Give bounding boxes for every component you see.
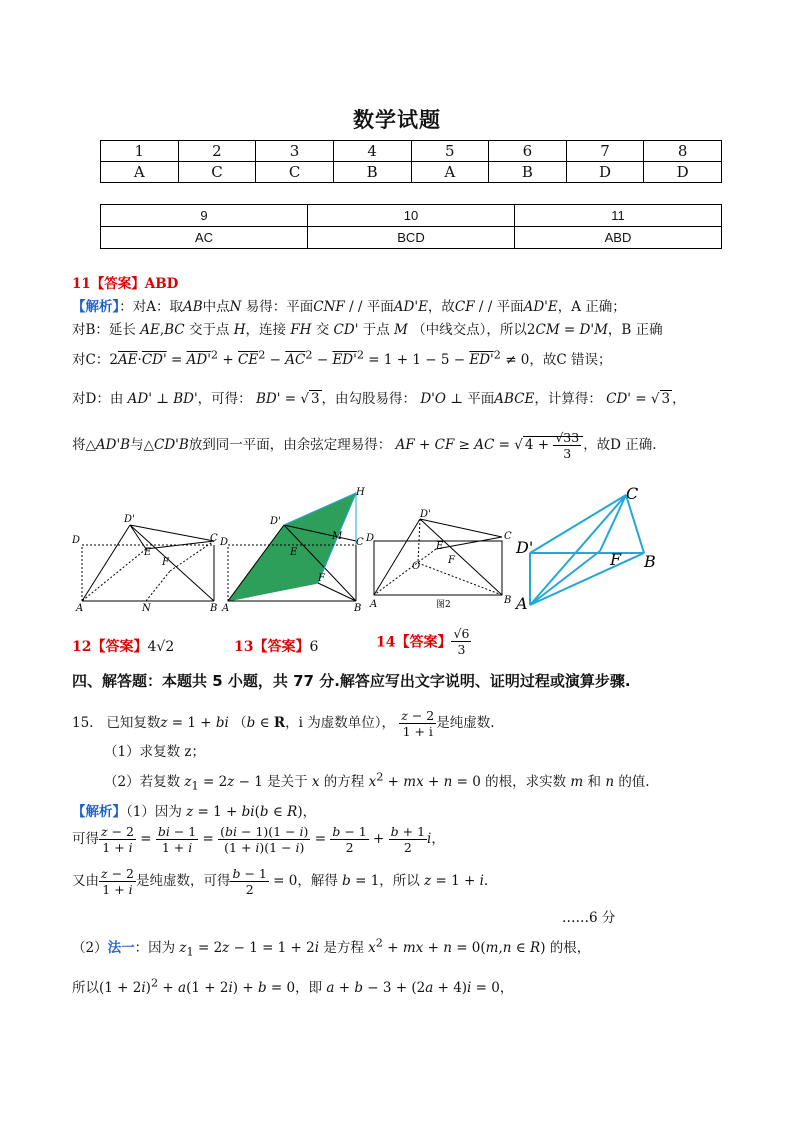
answer-value: 6 [309, 639, 319, 655]
fig1-label: N [142, 603, 151, 614]
answer-table-9-11 [100, 204, 722, 249]
table-cell: 1 [101, 141, 179, 162]
q15-part-2: （2）若复数 $z_1 = 2z - 1$ 是关于 x 的方程 $x^2$ + mx + n = 0 的根，求实数 m 和 n 的值. [104, 770, 650, 793]
fig3-label: C [504, 531, 512, 542]
table-row [101, 162, 722, 183]
text: 是方程 [323, 940, 364, 956]
table-cell: BCD [308, 227, 515, 249]
text: ，可得： [197, 391, 252, 407]
table-cell: C [178, 162, 256, 183]
fig3-label: F [448, 555, 455, 566]
text: 的根，求实数 [485, 774, 567, 790]
text: 与△ [130, 437, 154, 453]
fig1-label: A [76, 603, 84, 614]
table-cell: 5 [411, 141, 489, 162]
figure-1-labels [71, 514, 218, 614]
text: ，计算得： [534, 391, 602, 407]
fig1-label: D [72, 535, 81, 546]
table-row [101, 227, 722, 249]
fig4-label: B [644, 552, 656, 571]
fig2-label: H [356, 487, 365, 498]
table-cell: D [644, 162, 722, 183]
table-cell: D [566, 162, 644, 183]
text: ：因为 [134, 940, 176, 956]
table-cell: B [489, 162, 567, 183]
text: 对B：延长 [72, 322, 136, 338]
table-cell: A [411, 162, 489, 183]
fig2-label: A [222, 603, 230, 614]
table-cell: C [256, 162, 334, 183]
figure-3 [374, 519, 502, 595]
table-cell: B [333, 162, 411, 183]
q11-line-e: 将△AD'B与△CD'B放到同一平面，由余弦定理易得： AF + CF ≥ AC = √ 4 + $\frac{√33}{3}$ ，故D 正确. [72, 430, 657, 461]
q15-solution-3: 又由 $\frac{z - 2}{1 + i}$ 是纯虚数，可得 $\frac{b - 1}{2}$ = 0，解得 b = 1，所以 z = 1 + i. [72, 866, 489, 897]
fig3-label: B [504, 595, 512, 606]
table-cell: A [101, 162, 179, 183]
text: 对D：由 [72, 391, 124, 407]
text: 可得 [72, 831, 99, 847]
fig3-label: A [370, 599, 378, 610]
q15-method-1: （2）法一：因为 $z_1 = 2z - 1 = 1 + 2i$ 是方程 $x^2$ + mx + n = 0(m,n ∈ R) 的根， [72, 936, 591, 959]
q15-solution-1: 【解析】（1）因为 z = 1 + bi(b ∈ R)， [72, 804, 317, 820]
score-note: ……6 分 [562, 910, 616, 926]
fig3-caption: 图2 [436, 600, 451, 610]
text: （2） [72, 940, 108, 956]
q11-answer-heading: 11【答案】ABD [72, 276, 179, 292]
text: （中线交点），所以 [412, 322, 527, 338]
table-cell: 11 [515, 205, 722, 227]
fraction-denominator: 3 [457, 642, 466, 657]
geometry-figures [70, 485, 730, 615]
text: ，i 为虚数单位）， [285, 715, 395, 731]
text: 放到同一平面，由余弦定理易得： [188, 437, 392, 453]
fig3-label: D [366, 533, 375, 544]
fig1-label: C [210, 533, 218, 544]
q11-line-b: 对B：延长 AE,BC 交于点 H，连接 FH 交 CD' 于点 M （中线交点），所以2CM = D'M，B 正确 [72, 322, 663, 338]
fig1-label: B [210, 603, 218, 614]
text: 平面 [366, 299, 394, 315]
section-heading: 四、解答题：本题共 5 小题，共 77 分.解答应写出文字说明、证明过程或演算步骤. [72, 672, 631, 690]
fig2-label: F [318, 573, 325, 584]
text: ，所以 [379, 873, 420, 889]
table-cell: 10 [308, 205, 515, 227]
text: 交 [315, 322, 330, 338]
text: 已知复数 [106, 715, 161, 731]
q11-line-a: 【解析】：对A：取AB中点N 易得：平面CNF / / 平面AD'E，故CF / / 平面AD'E，A 正确； [72, 299, 626, 315]
text: 所以 [72, 980, 99, 996]
q11-line-d: 对D：由 AD' ⊥ BD'，可得： BD' = √ 3 ，由勾股易得： D'O ⊥ 平面ABCE，计算得： CD' = √ 3 ， [72, 391, 686, 407]
text: 是关于 [267, 774, 308, 790]
answer-12 [72, 636, 174, 656]
text: ，A 正确； [557, 299, 626, 315]
text: 的值. [618, 774, 650, 790]
figure-4 [530, 495, 644, 605]
text: 的根， [549, 940, 591, 956]
fig2-label: D' [270, 516, 281, 527]
text: 是纯虚数. [436, 715, 495, 731]
table-cell: 7 [566, 141, 644, 162]
answer-value: 4√2 [147, 639, 175, 655]
question-number: 15. [72, 715, 94, 731]
answer-13 [234, 636, 318, 656]
text: ，由勾股易得： [321, 391, 417, 407]
text: ，解得 [297, 873, 338, 889]
fig4-label: A [516, 594, 528, 613]
q15-last-line: 所以$(1 + 2i)^2 + a(1 + 2i) + b = 0$，即 a + b − 3 + (2a + 4)i = 0， [72, 976, 514, 996]
text: ，故 [427, 299, 455, 315]
answer-label: 13【答案】 [234, 639, 310, 655]
fig1-label: E [144, 547, 152, 558]
answer-label: 14【答案】 [376, 634, 452, 651]
text: ，B 正确 [607, 322, 663, 338]
q15-stem: 15. 已知复数z = 1 + bi （b ∈ R，i 为虚数单位）， $\frac{z - 2}{1 + i}$ 是纯虚数. [72, 708, 495, 739]
text: 的方程 [323, 774, 365, 790]
fig4-label: D' [516, 538, 534, 557]
text: 平面 [467, 391, 495, 407]
text: 对C： [72, 352, 110, 368]
fig1-label: D' [124, 514, 135, 525]
text: （1）因为 [126, 804, 182, 820]
table-cell: 6 [489, 141, 567, 162]
table-cell: 8 [644, 141, 722, 162]
text: ，故C 错误； [529, 352, 612, 368]
fig2-label: B [354, 603, 362, 614]
fig4-label: F [610, 550, 622, 569]
text: 交于点 [188, 322, 230, 338]
text: 是纯虚数，可得 [135, 873, 231, 889]
q11-line-c: 对C：$2\overline{AE}\cdot CD' = AD'^2 + \overline{CE}^2 - \overline{AC}^2 - ED'^2 = 1 + 1 - 5 - ED'^2 \ne 0$，故C 错误； [72, 348, 612, 368]
fig4-label: C [626, 485, 639, 503]
text: 中点 [202, 299, 230, 315]
answer-14 [376, 626, 471, 657]
text: 又由 [72, 873, 99, 889]
method-tag: 法一 [107, 940, 135, 956]
table-cell: 9 [101, 205, 308, 227]
text: 和 [587, 774, 602, 790]
text: 平面 [496, 299, 524, 315]
fig3-label: O [412, 561, 421, 572]
text: 将△ [72, 437, 96, 453]
text: ，连接 [245, 322, 287, 338]
fig2-label: C [356, 537, 364, 548]
text: 于点 [362, 322, 390, 338]
fig2-label: D [220, 537, 229, 548]
table-row [101, 141, 722, 162]
text: （2）若复数 [104, 774, 181, 790]
table-cell: AC [101, 227, 308, 249]
analysis-tag: 【解析】 [72, 804, 126, 820]
text: ，故D 正确. [583, 437, 657, 453]
text: 易得：平面 [245, 299, 314, 315]
fig2-label: E [290, 547, 298, 558]
text: ：对A：取 [119, 299, 183, 315]
fig1-label: F [162, 557, 169, 568]
table-cell: ABD [515, 227, 722, 249]
answer-table-1-8 [100, 140, 722, 183]
fig3-label: E [436, 541, 444, 552]
q15-solution-2: 可得 $\frac{z - 2}{1 + i}$ = $\frac{bi - 1}{1 + i}$ = $\frac{(bi - 1)(1 - i)}{(1 + i)(1 - i)}$ = $\frac{b - 1}{2}$ + $\frac{b + 1}{2}$ i， [72, 824, 445, 855]
table-row [101, 205, 722, 227]
fig3-label: D' [420, 509, 431, 520]
figure-1 [82, 525, 214, 601]
fraction-numerator: √6 [453, 626, 470, 641]
text: （ [233, 715, 247, 731]
q15-part-1: （1）求复数 z； [104, 744, 205, 760]
analysis-tag: 【解析】 [72, 299, 120, 315]
table-cell: 4 [333, 141, 411, 162]
table-cell: 2 [178, 141, 256, 162]
text: ，即 [295, 980, 323, 996]
answer-label: 12【答案】 [72, 639, 148, 655]
page-title: 数学试题 [353, 108, 441, 132]
table-cell: 3 [256, 141, 334, 162]
fig2-label: M [332, 531, 343, 542]
